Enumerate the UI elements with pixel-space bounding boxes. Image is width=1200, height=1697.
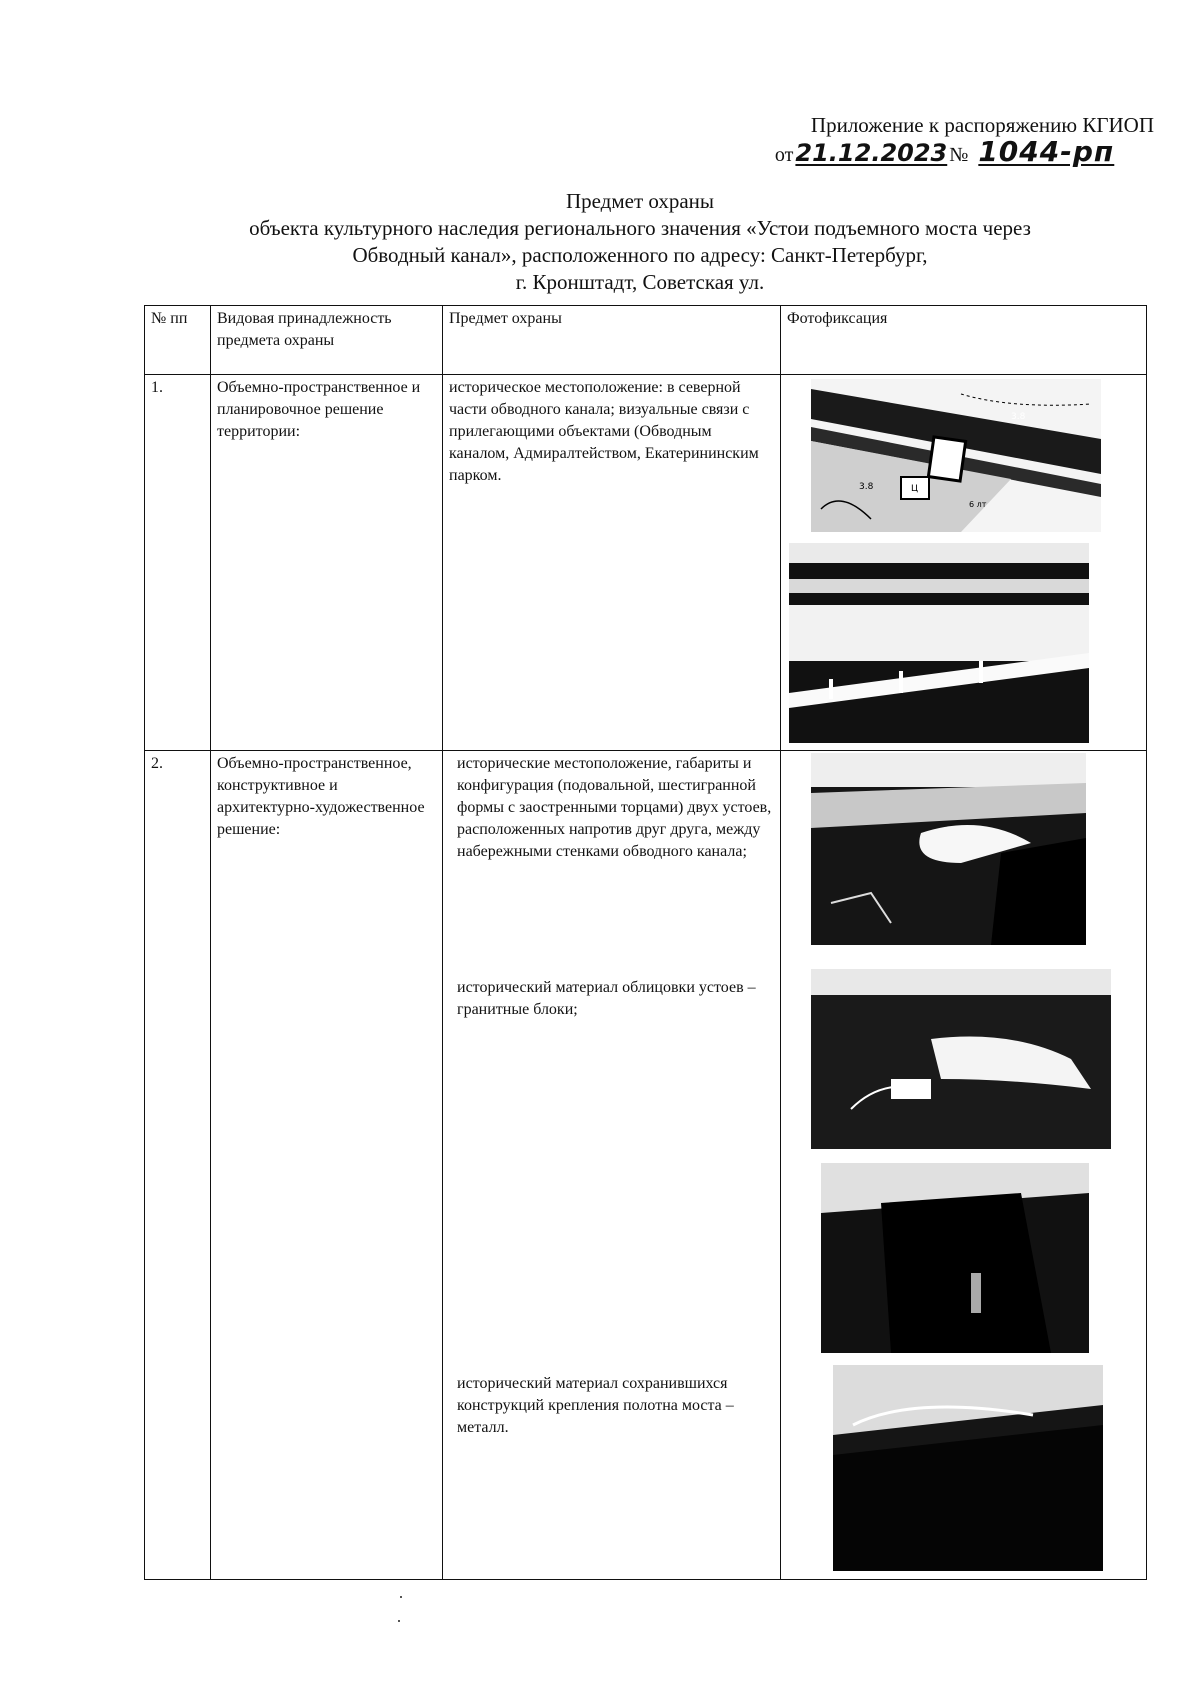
heading-line-1: Предмет охраны: [565, 189, 715, 213]
heading-line-3: Обводный канал», расположенного по адресу: Санкт-Петербург,: [352, 243, 928, 267]
site-plan-photo: [811, 379, 1101, 532]
number-sign: №: [949, 144, 969, 166]
col-header-photo: Фотофиксация: [781, 306, 1147, 375]
row-number: 2.: [145, 751, 211, 1580]
row-photos: [781, 375, 1147, 751]
document-heading: [150, 188, 1130, 296]
row-subject: историческое местоположение: в северной части обводного канала; визуальные связи с прилегающими объектами (Обводным каналом, Адмиралтейством, Екатерининским парком.: [443, 375, 781, 751]
scan-speck: [400, 1596, 402, 1598]
col-header-type: Видовая принадлежность предмета охраны: [211, 306, 443, 375]
scan-speck: [398, 1620, 400, 1622]
col-header-subject: Предмет охраны: [443, 306, 781, 375]
protection-subject-table: [144, 305, 1147, 1580]
plan-label-c: Ц: [911, 484, 918, 494]
canal-panorama-photo: [789, 543, 1089, 743]
table-row: [145, 751, 1147, 1580]
subject-item: исторический материал облицовки устоев – гранитные блоки;: [457, 979, 756, 1018]
row-photos: [781, 751, 1147, 1580]
subject-item: исторические местоположение, габариты и конфигурация (подовальной, шестигранной формы с заостренными торцами) двух устоев, расположенных напротив друг друга, между набережными стенками обводного канала;: [457, 755, 772, 860]
row-number: 1.: [145, 375, 211, 751]
table-row: [145, 375, 1147, 751]
col-header-number: № пп: [145, 306, 211, 375]
row-subjects: [443, 751, 781, 1580]
table-header-row: [145, 306, 1147, 375]
heading-line-2: объекта культурного наследия регионального значения «Устои подъемного моста через: [249, 216, 1031, 240]
plan-label-d: 6 лт: [969, 500, 987, 509]
order-line: [774, 135, 1154, 169]
plan-label-b: 3.8: [1011, 412, 1026, 422]
row-type: Объемно-пространственное, конструктивное и архитектурно-художественное решение:: [211, 751, 443, 1580]
appendix-header: [774, 112, 1154, 169]
abutment-photo-2: [821, 1163, 1089, 1353]
granite-blocks-photo: [811, 969, 1111, 1149]
order-prefix: от: [774, 144, 794, 166]
appendix-title: Приложение к распоряжению КГИОП: [810, 113, 1154, 137]
heading-line-4: г. Кронштадт, Советская ул.: [515, 270, 765, 294]
plan-label-a: 3.8: [859, 482, 874, 492]
abutment-photo-1: [811, 753, 1086, 945]
metal-fastening-photo: [833, 1365, 1103, 1571]
order-date: 21.12.2023: [795, 139, 948, 167]
row-type: Объемно-пространственное и планировочное решение территории:: [211, 375, 443, 751]
order-number: 1044-рп: [978, 135, 1115, 168]
subject-item: исторический материал сохранившихся конструкций крепления полотна моста – металл.: [457, 1375, 734, 1436]
